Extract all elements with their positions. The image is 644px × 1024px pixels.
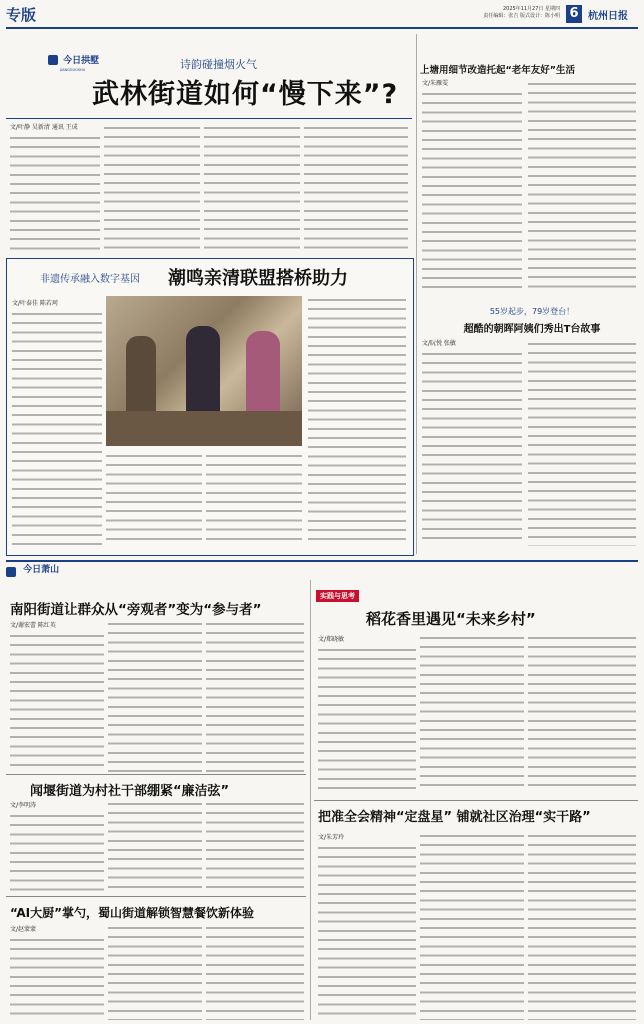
column-logo-icon <box>48 55 58 65</box>
feature-byline: 文/叶泰佳 陈若珂 <box>12 300 58 307</box>
top-headline: 武林街道如何“慢下来”? <box>92 79 399 110</box>
right-byline-1: 文/朱雁雯 <box>422 80 449 87</box>
bottom-byline-2: 文/李明涛 <box>10 802 37 809</box>
feature-photo <box>106 296 302 446</box>
bottom-headline-2: 闻堰街道为村社干部绷紧“廉洁弦” <box>30 784 230 799</box>
bottom5-col-3 <box>528 832 636 1020</box>
bottom2-col-3 <box>206 800 304 892</box>
bottom4-col-3 <box>528 634 636 792</box>
paper-name: 杭州日报 <box>588 11 628 22</box>
bottom5-col-2 <box>420 832 524 1020</box>
feature-col-3 <box>206 452 302 546</box>
right-col-3 <box>422 350 522 546</box>
photo-figure-3 <box>246 331 280 416</box>
right-headline-1: 上塘用细节改造托起“老年友好”生活 <box>420 65 575 76</box>
bottom2-col-1 <box>10 812 104 892</box>
feature-col-1 <box>12 310 102 546</box>
page-number: 6 <box>566 5 582 23</box>
bottom-byline-3: 文/赵蒙蒙 <box>10 926 37 933</box>
right-col-2 <box>528 80 636 290</box>
bottom1-col-2 <box>108 620 202 772</box>
bottom-column-tag: 今日萧山 <box>23 565 60 575</box>
photo-figure-1 <box>126 336 156 416</box>
feature-col-2 <box>106 452 202 546</box>
bottom-section-header <box>6 560 638 578</box>
bottom-byline-5: 文/朱芳玲 <box>318 834 345 841</box>
bottom-headline-3: “AI大厨”掌勺，蜀山街道解锁智慧餐饮新体验 <box>10 906 254 920</box>
feature-col-4 <box>308 296 406 546</box>
bottom3-col-1 <box>10 936 104 1020</box>
bottom1-col-3 <box>206 620 304 772</box>
top-article-col-2 <box>104 124 200 254</box>
bottom-divider <box>310 580 311 1020</box>
right-headline-2: 超酷的朝晖阿姨们秀出T台故事 <box>463 324 601 335</box>
bottom-rule-2 <box>6 896 306 897</box>
bottom2-col-2 <box>108 800 202 892</box>
bottom3-col-3 <box>206 924 304 1020</box>
date-line: 2025年11月27日 星期四 <box>502 6 560 12</box>
right-col-1 <box>422 90 522 290</box>
practice-tag: 实践与思考 <box>316 590 359 602</box>
bottom4-col-2 <box>420 634 524 792</box>
column-tag-text: 今日拱墅 <box>63 56 100 66</box>
right-col-4 <box>528 340 636 546</box>
photo-figure-2 <box>186 326 220 416</box>
right-divider <box>416 34 417 554</box>
bottom-headline-1: 南阳街道让群众从“旁观者”变为“参与者” <box>10 602 262 618</box>
bottom-byline-1: 文/谢宏蕾 陈红英 <box>10 622 56 629</box>
bottom-byline-4: 文/郑晓敏 <box>318 636 345 643</box>
top-article-col-4 <box>304 124 408 254</box>
bottom-headline-4: 稻花香里遇见“未来乡村” <box>366 610 536 628</box>
column-tag-jianggu <box>48 49 118 72</box>
section-label-text: 专版 <box>6 6 37 24</box>
photo-table <box>106 411 302 446</box>
bottom-headline-5: 把准全会精神“定盘星” 铺就社区治理“实干路” <box>318 810 591 825</box>
bottom-rule-3 <box>314 800 638 801</box>
bottom1-col-1 <box>10 632 104 772</box>
feature-headline: 潮鸣亲清联盟搭桥助力 <box>168 268 348 289</box>
column-tag-en: JIANGGUOSHU <box>60 68 86 72</box>
masthead-rule <box>6 27 638 29</box>
bottom3-col-2 <box>108 924 202 1020</box>
bottom5-col-1 <box>318 844 416 1020</box>
top-byline: 文/叶静 吴新清 通讯 王成 <box>10 124 78 131</box>
bottom4-col-1 <box>318 646 416 792</box>
feature-kicker: 非遗传承融入数字基因 <box>40 274 140 285</box>
bottom-column-logo-icon <box>6 567 16 577</box>
right-byline-2: 文/阮悦 张敏 <box>422 340 456 347</box>
top-article-col-1 <box>10 134 100 254</box>
top-article-col-3 <box>204 124 300 254</box>
top-kicker: 诗韵碰撞烟火气 <box>180 58 257 71</box>
editor-line: 责任编辑：张吉 版式设计：陈小明 <box>483 13 560 19</box>
bottom-rule-1 <box>6 774 306 775</box>
right-kicker-2: 55岁起步，79岁登台！ <box>489 307 575 316</box>
top-headline-rule <box>6 118 412 119</box>
section-label <box>6 4 86 24</box>
date-block <box>440 6 560 26</box>
